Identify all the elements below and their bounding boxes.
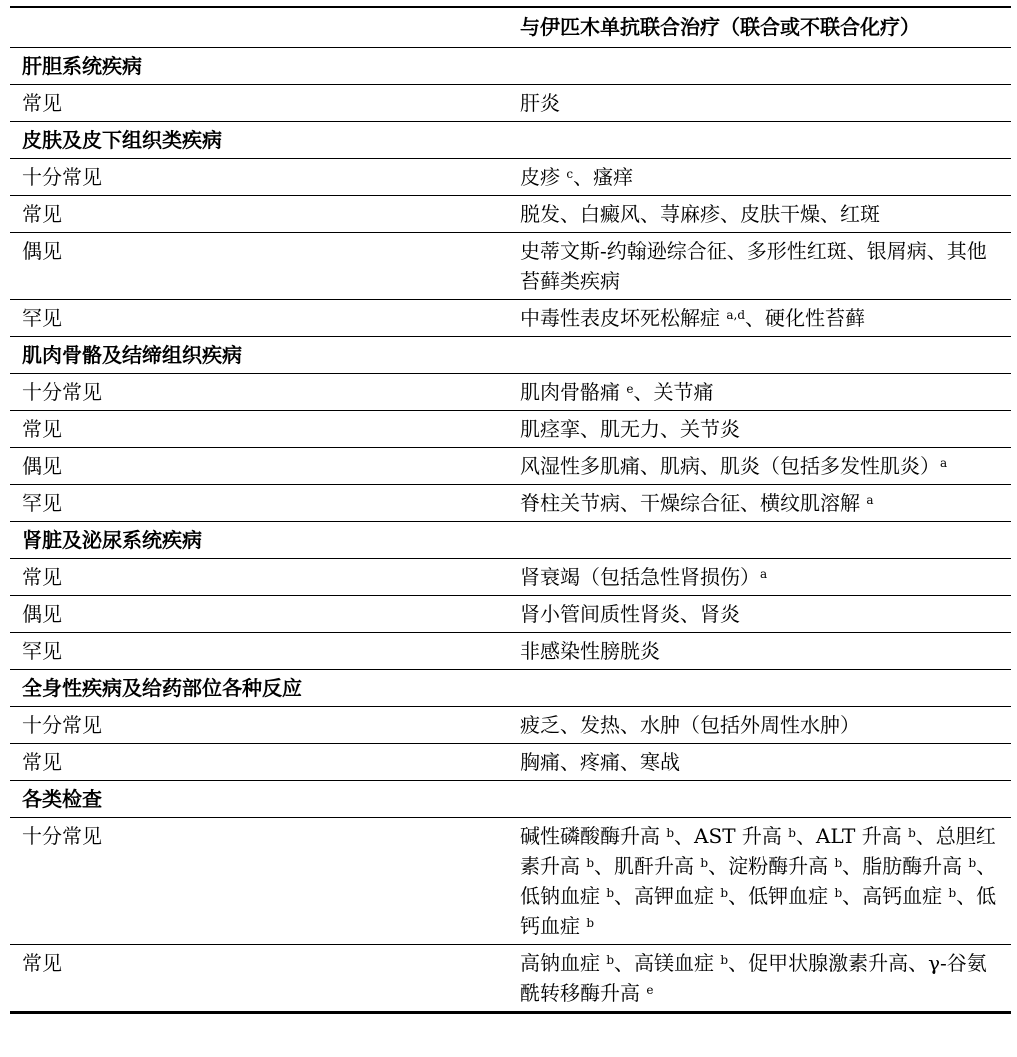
table-row <box>10 159 1011 196</box>
category-empty-cell <box>510 781 1011 818</box>
footnote-marker: e <box>626 382 634 396</box>
footnote-marker: e <box>646 983 654 997</box>
category-row <box>10 48 1011 85</box>
table-row <box>10 196 1011 233</box>
category-label: 全身性疾病及给药部位各种反应 <box>10 670 510 707</box>
reaction-text: 、关节痛 <box>633 380 714 404</box>
reaction-cell <box>510 485 1011 522</box>
table-row <box>10 485 1011 522</box>
reaction-text: 肾小管间质性肾炎、肾炎 <box>520 602 740 626</box>
reaction-text: 、总胆红素升高 <box>520 824 996 878</box>
reaction-cell <box>510 411 1011 448</box>
footnote-marker: b <box>834 886 843 900</box>
footnote-marker: b <box>720 886 729 900</box>
reaction-text: 、高镁血症 <box>614 951 721 975</box>
frequency-cell: 罕见 <box>10 633 510 670</box>
frequency-cell: 罕见 <box>10 485 510 522</box>
reaction-text: 碱性磷酸酶升高 <box>520 824 667 848</box>
reaction-cell <box>510 374 1011 411</box>
reaction-text: 、低钙血症 <box>520 884 997 938</box>
category-label: 肝胆系统疾病 <box>10 48 510 85</box>
reaction-cell <box>510 233 1011 300</box>
category-empty-cell <box>510 337 1011 374</box>
footnote-marker: b <box>834 856 843 870</box>
frequency-cell: 十分常见 <box>10 818 510 945</box>
reaction-text: 、ALT 升高 <box>795 824 909 848</box>
footnote-marker: a <box>760 567 768 581</box>
category-label: 肾脏及泌尿系统疾病 <box>10 522 510 559</box>
footnote-marker: a <box>866 493 874 507</box>
category-empty-cell <box>510 48 1011 85</box>
reaction-text: 肝炎 <box>520 91 560 115</box>
footnote-marker: b <box>788 826 796 840</box>
reaction-cell <box>510 300 1011 337</box>
frequency-cell: 十分常见 <box>10 159 510 196</box>
reaction-text: 史蒂文斯-约翰逊综合征、多形性红斑、银屑病、其他苔藓类疾病 <box>520 239 987 293</box>
frequency-cell: 偶见 <box>10 448 510 485</box>
reaction-text: 脱发、白癜风、荨麻疹、皮肤干燥、红斑 <box>520 202 880 226</box>
footnote-marker: b <box>586 856 595 870</box>
reaction-cell <box>510 85 1011 122</box>
reaction-text: 、淀粉酶升高 <box>708 854 835 878</box>
reaction-text: 胸痛、疼痛、寒战 <box>520 750 680 774</box>
reaction-cell <box>510 945 1011 1013</box>
frequency-cell: 常见 <box>10 85 510 122</box>
category-label: 皮肤及皮下组织类疾病 <box>10 122 510 159</box>
category-label: 各类检查 <box>10 781 510 818</box>
category-row <box>10 122 1011 159</box>
frequency-cell: 常见 <box>10 559 510 596</box>
reaction-cell <box>510 707 1011 744</box>
reaction-text: 风湿性多肌痛、肌病、肌炎（包括多发性肌炎） <box>520 454 940 478</box>
table-row <box>10 411 1011 448</box>
frequency-cell: 罕见 <box>10 300 510 337</box>
reaction-text: 高钠血症 <box>520 951 607 975</box>
reaction-text: 、脂肪酶升高 <box>842 854 969 878</box>
footnote-marker: b <box>586 916 595 930</box>
table-row <box>10 300 1011 337</box>
frequency-cell: 偶见 <box>10 233 510 300</box>
reaction-cell <box>510 818 1011 945</box>
frequency-cell: 十分常见 <box>10 374 510 411</box>
table-row <box>10 744 1011 781</box>
header-cell-empty <box>10 7 510 48</box>
reaction-text: 肾衰竭（包括急性肾损伤） <box>520 565 760 589</box>
footnote-marker: b <box>968 856 977 870</box>
reaction-text: 、高钙血症 <box>842 884 949 908</box>
table-row <box>10 707 1011 744</box>
reaction-text: 、瘙痒 <box>573 165 634 189</box>
reaction-text: 肌肉骨骼痛 <box>520 380 627 404</box>
reaction-cell <box>510 633 1011 670</box>
reaction-cell <box>510 559 1011 596</box>
category-row <box>10 781 1011 818</box>
header-cell-combination-therapy: 与伊匹木单抗联合治疗（联合或不联合化疗） <box>510 7 1011 48</box>
reaction-text: 肌痉挛、肌无力、关节炎 <box>520 417 740 441</box>
reaction-cell <box>510 196 1011 233</box>
table-row <box>10 633 1011 670</box>
reaction-text: 、低钾血症 <box>728 884 835 908</box>
reaction-cell <box>510 448 1011 485</box>
footnote-marker: a,d <box>726 308 746 322</box>
frequency-cell: 十分常见 <box>10 707 510 744</box>
footnote-marker: a <box>940 456 948 470</box>
category-row <box>10 670 1011 707</box>
reaction-text: 、促甲状腺激素升高、γ-谷氨酰转移酶升高 <box>520 951 987 1005</box>
table-row <box>10 945 1011 1013</box>
footnote-marker: b <box>606 953 615 967</box>
frequency-cell: 常见 <box>10 744 510 781</box>
footnote-marker: b <box>666 826 675 840</box>
footnote-marker: c <box>566 167 574 181</box>
frequency-cell: 常见 <box>10 196 510 233</box>
reaction-text: 、肌酐升高 <box>594 854 701 878</box>
table-row <box>10 596 1011 633</box>
reaction-cell <box>510 596 1011 633</box>
category-empty-cell <box>510 122 1011 159</box>
footnote-marker: b <box>606 886 615 900</box>
reaction-text: 皮疹 <box>520 165 567 189</box>
table-header-row <box>10 7 1011 48</box>
frequency-cell: 常见 <box>10 411 510 448</box>
reaction-cell <box>510 744 1011 781</box>
category-empty-cell <box>510 522 1011 559</box>
adverse-reactions-table <box>10 6 1011 1014</box>
reaction-text: 非感染性膀胱炎 <box>520 639 660 663</box>
frequency-cell: 偶见 <box>10 596 510 633</box>
category-row <box>10 337 1011 374</box>
footnote-marker: b <box>700 856 709 870</box>
category-empty-cell <box>510 670 1011 707</box>
reaction-text: 脊柱关节病、干燥综合征、横纹肌溶解 <box>520 491 867 515</box>
reaction-text: 、低钠血症 <box>520 854 997 908</box>
table-row <box>10 233 1011 300</box>
footnote-marker: b <box>720 953 729 967</box>
table-row <box>10 818 1011 945</box>
table-row <box>10 448 1011 485</box>
reaction-text: 中毒性表皮坏死松解症 <box>520 306 727 330</box>
category-label: 肌肉骨骼及结缔组织疾病 <box>10 337 510 374</box>
reaction-text: 、硬化性苔藓 <box>745 306 866 330</box>
frequency-cell: 常见 <box>10 945 510 1013</box>
reaction-text: 、AST 升高 <box>674 824 789 848</box>
table-row <box>10 559 1011 596</box>
reaction-text: 、高钾血症 <box>614 884 721 908</box>
reaction-cell <box>510 159 1011 196</box>
table-row <box>10 85 1011 122</box>
category-row <box>10 522 1011 559</box>
table-row <box>10 374 1011 411</box>
footnote-marker: b <box>948 886 957 900</box>
reaction-text: 疲乏、发热、水肿（包括外周性水肿） <box>520 713 860 737</box>
footnote-marker: b <box>908 826 916 840</box>
